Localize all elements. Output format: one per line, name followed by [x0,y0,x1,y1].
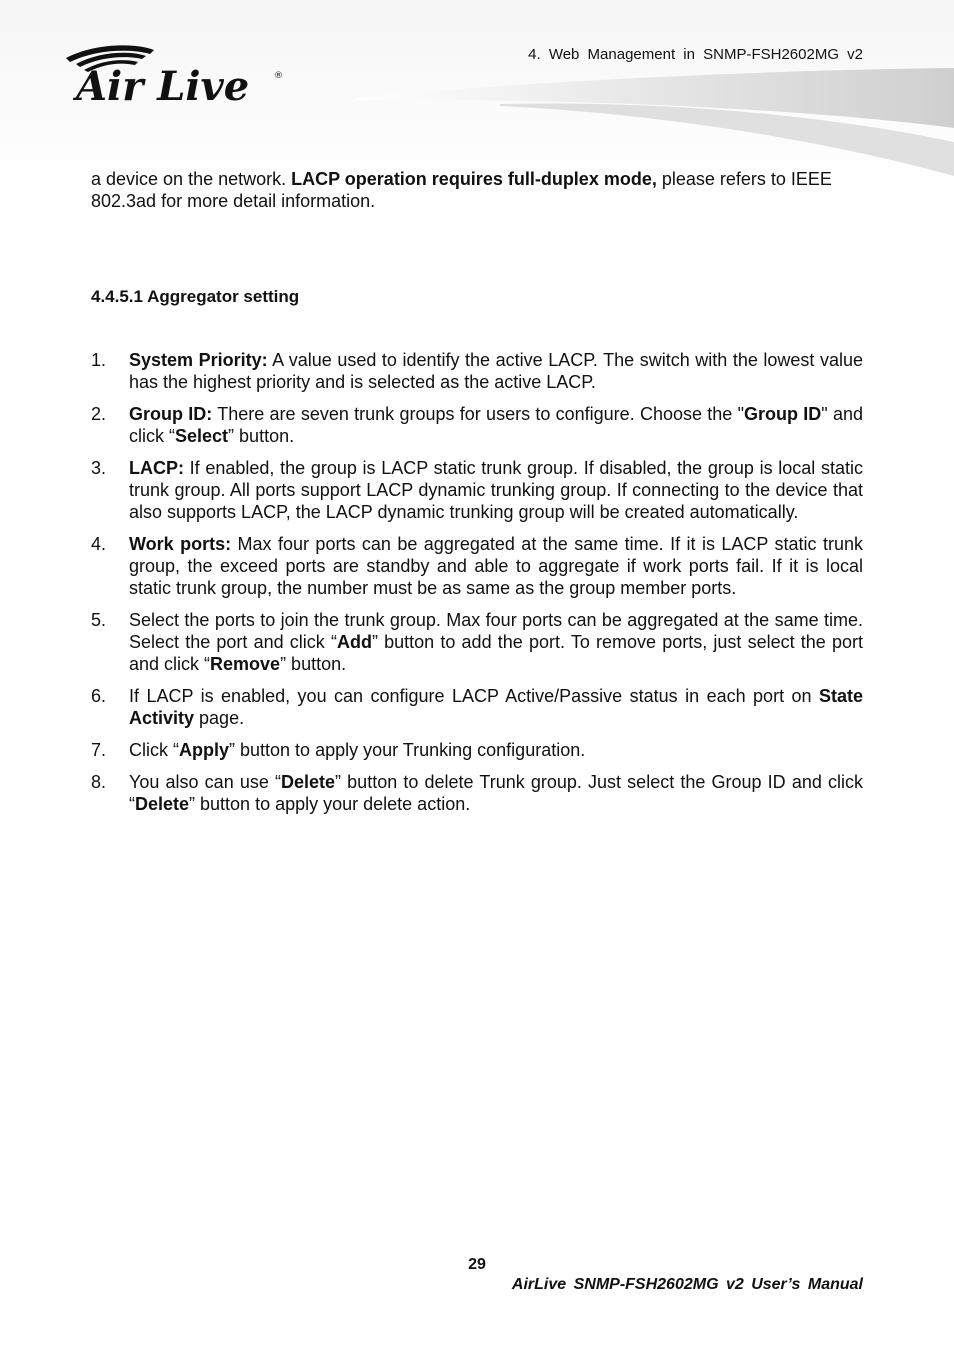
text-run: Select the ports to join the trunk group. Max four ports can be aggregated at the same time. Select the port and click “ [129,610,863,652]
text-run: ” button to apply your delete action. [189,794,471,814]
footer-manual-title: AirLive SNMP-FSH2602MG v2 User’s Manual [511,1276,863,1293]
page-content [91,168,863,825]
list-item-number: 7. [91,740,107,760]
section-heading: 4.4.5.1 Aggregator setting [91,287,300,306]
list-item-text [129,610,863,674]
bold-text: Select [175,426,229,446]
list-item [91,609,863,675]
chapter-header: 4. Web Management in SNMP-FSH2602MG v2 [528,46,863,63]
airlive-logo [62,40,292,110]
bold-text: Add [336,632,372,652]
list-item [91,349,863,393]
list-item-text [129,772,863,814]
text-run: ” button to apply your Trunking configuration. [229,740,586,760]
bold-text: Apply [179,740,230,760]
text-run: " and click “ [129,404,863,446]
list-item-number: 2. [91,404,107,424]
text-run: There are seven trunk groups for users to configure. Choose the " [212,404,744,424]
list-item [91,403,863,447]
svg-text:®: ® [274,71,283,81]
text-run: Max four ports can be aggregated at the same time. If it is LACP static trunk group, the exceed ports are standby and able to aggregate if work ports fail. If it is local static trunk group, the number must be as same as the group member ports. [129,534,863,598]
text-run: You also can use “ [129,772,281,792]
list-item-number: 8. [91,772,107,792]
text-run: ” button to add the port. To remove ports, just select the port and click “ [129,632,863,674]
list-item-number: 3. [91,458,107,478]
list-item [91,771,863,815]
logo-text: Air Live [76,63,250,110]
list-item-text [129,740,585,760]
text-run: If enabled, the group is LACP static trunk group. If disabled, the group is local static trunk group. All ports support LACP dynamic trunking group. If connecting to the device that also supports LACP, the LACP dynamic trunking group will be created automatically. [129,458,863,522]
text-run: page. [194,708,245,728]
list-item [91,685,863,729]
list-item-text [129,686,863,728]
list-item-number: 4. [91,534,107,554]
list-item-text [129,404,863,446]
intro-text-1: a device on the network. [91,169,292,189]
list-item-number: 5. [91,610,107,630]
list-item-number: 1. [91,350,107,370]
text-run: Click “ [129,740,179,760]
list-item-number: 6. [91,686,107,706]
text-run: ” button. [280,654,347,674]
bold-text: LACP: [129,458,184,478]
steps-list [91,349,863,815]
text-run: ” button to delete Trunk group. Just select the Group ID and click “ [129,772,863,814]
bold-text: Remove [210,654,281,674]
list-item-text [129,350,863,392]
intro-bold: LACP operation requires full-duplex mode, [291,169,657,189]
bold-text: Work ports: [129,534,232,554]
page-number: 29 [468,1256,486,1273]
list-item-text [129,458,863,522]
list-item-text [129,534,863,598]
intro-paragraph [91,168,863,212]
text-run: ” button. [228,426,295,446]
bold-text: Delete [135,794,190,814]
intro-text-2: please refers to IEEE 802.3ad for more detail information. [91,169,832,211]
text-run: If LACP is enabled, you can configure LACP Active/Passive status in each port on [129,686,819,706]
bold-text: Group ID [744,404,822,424]
bold-text: Group ID: [129,404,213,424]
bold-text: System Priority: [129,350,268,370]
list-item [91,457,863,523]
text-run: A value used to identify the active LACP. The switch with the lowest value has the highest priority and is selected as the active LACP. [129,350,863,392]
list-item [91,739,863,761]
list-item [91,533,863,599]
bold-text: Delete [281,772,336,792]
bold-text: State Activity [129,686,863,728]
